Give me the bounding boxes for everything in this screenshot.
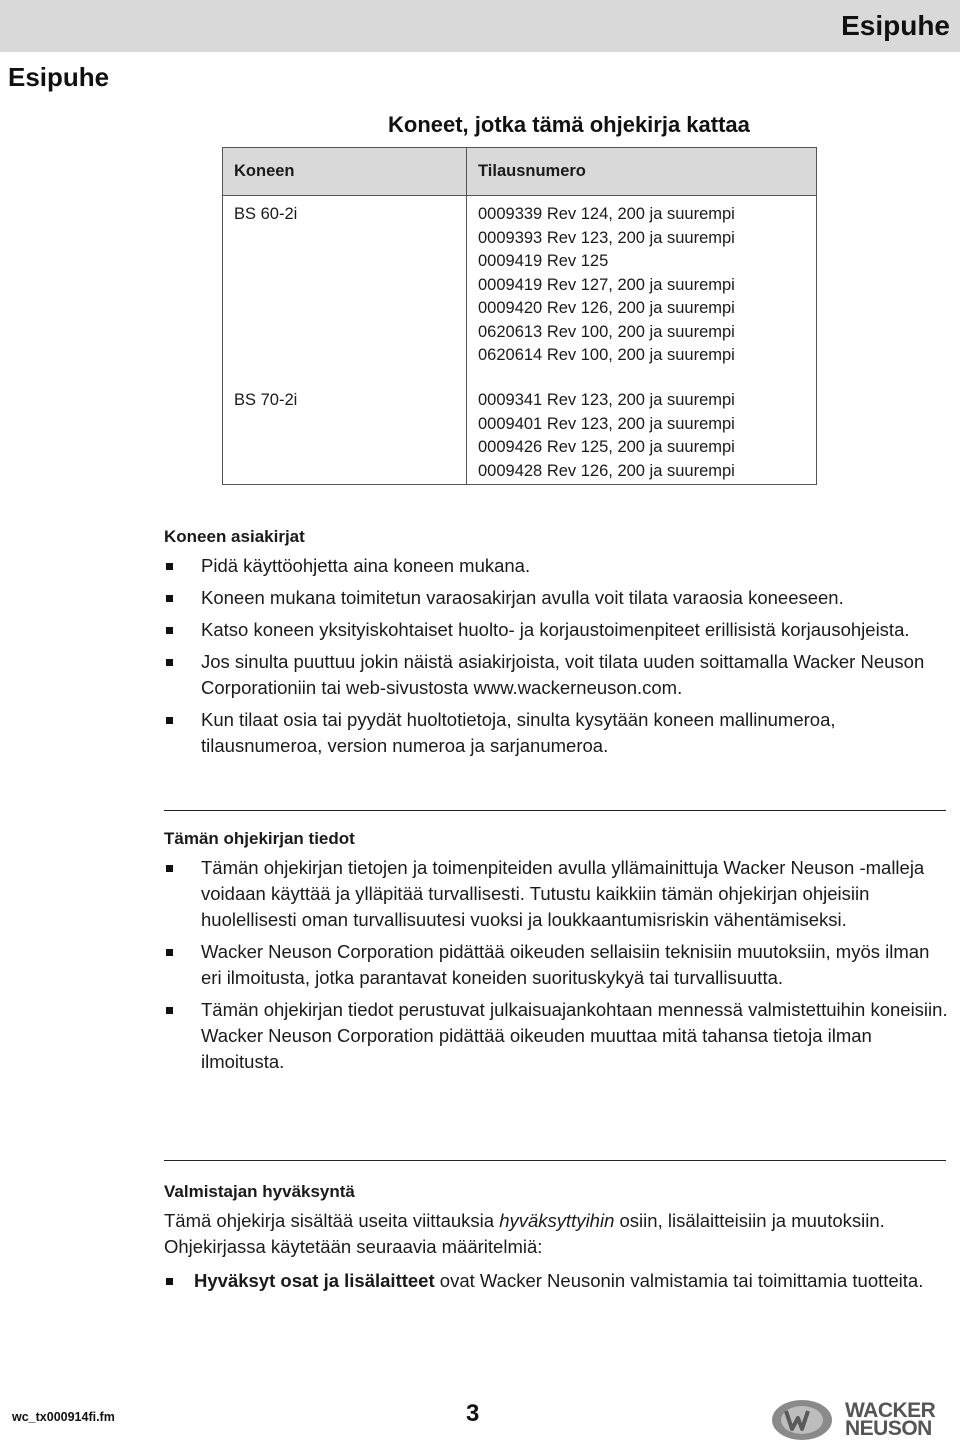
order-number: 0009419 Rev 125 (478, 252, 609, 270)
section-divider (164, 810, 946, 811)
list-item: Katso koneen yksityiskohtaiset huolto- ja korjaustoimenpiteet erillisistä korjausohjeista. (164, 617, 954, 643)
approval-heading: Valmistajan hyväksyntä (164, 1182, 355, 1201)
order-number: 0009339 Rev 124, 200 ja suurempi (478, 205, 735, 223)
list-item: Wacker Neuson Corporation pidättää oikeuden sellaisiin teknisiin muutoksiin, myös ilman eri ilmoitusta, jotka parantavat koneiden suorituskykyä tai turvallisuutta. (164, 939, 954, 991)
column-header-order-number: Tilausnumero (467, 148, 817, 196)
list-item: Tämän ohjekirjan tietojen ja toimenpiteiden avulla yllämainittuja Wacker Neuson -malleja voidaan käyttää ja ylläpitää turvallisesti. Tutustu kaikkiin tämän ohjekirjan ohjeisiin huolellisesti oman turvallisuutesi vuoksi ja loukkaantumisriskin vähentämiseksi. (164, 855, 954, 933)
approval-term: Hyväksyt osat ja lisälaitteet (194, 1270, 435, 1291)
order-number: 0620613 Rev 100, 200 ja suurempi (478, 322, 735, 341)
table-header-row (223, 148, 817, 196)
machines-table (222, 147, 817, 485)
header-title: Esipuhe (841, 10, 950, 41)
approval-intro-italic: hyväksyttyihin (499, 1210, 615, 1231)
machine-model-cell: BS 70-2i (223, 382, 467, 484)
order-number: 0009428 Rev 126, 200 ja suurempi (478, 461, 735, 480)
approval-definition: ovat Wacker Neusonin valmistamia tai toimittamia tuotteita. (434, 1270, 924, 1291)
manual-info-list (164, 855, 954, 1075)
logo-line-1: WACKER (845, 1399, 936, 1422)
column-header-machine: Koneen (223, 148, 467, 196)
wacker-neuson-logo-icon (770, 1398, 834, 1442)
machine-model-cell: BS 60-2i (223, 196, 467, 383)
order-number: 0009401 Rev 123, 200 ja suurempi (478, 414, 735, 433)
table-row (223, 382, 817, 484)
page-number: 3 (466, 1400, 480, 1427)
manual-info-section (164, 827, 954, 1081)
order-number: 0009426 Rev 125, 200 ja suurempi (478, 438, 735, 457)
list-item: Kun tilaat osia tai pyydät huoltotietoja, sinulta kysytään koneen mallinumeroa, tilausnumeroa, version numeroa ja sarjanumeroa. (164, 707, 954, 759)
section-divider (164, 1160, 946, 1161)
order-numbers-cell (467, 196, 817, 383)
approval-intro-text: Tämä ohjekirja sisältää useita viittauksia (164, 1210, 500, 1231)
list-item (164, 1268, 954, 1294)
approval-list (164, 1268, 954, 1294)
approval-intro-text-rest: osiin, lisälaitteisiin ja muutoksiin. Ohjekirjassa käytetään seuraavia määritelmiä: (164, 1210, 885, 1257)
order-numbers-cell (467, 382, 817, 484)
document-id: wc_tx000914fi.fm (12, 1410, 115, 1424)
order-number: 0009420 Rev 126, 200 ja suurempi (478, 299, 735, 317)
approval-section (164, 1180, 954, 1300)
machines-table-title: Koneet, jotka tämä ohjekirja kattaa (388, 112, 750, 137)
list-item: Tämän ohjekirjan tiedot perustuvat julkaisuajankohtaan mennessä valmistettuihin koneisiin. Wacker Neuson Corporation pidättää oikeuden muuttaa mitä tahansa tietoja ilman ilmoitusta. (164, 997, 954, 1075)
approval-intro (164, 1208, 954, 1260)
order-number: 0009393 Rev 123, 200 ja suurempi (478, 228, 735, 247)
list-item: Koneen mukana toimitetun varaosakirjan avulla voit tilata varaosia koneeseen. (164, 585, 954, 611)
logo-line-2: NEUSON (845, 1417, 932, 1440)
order-number: 0620614 Rev 100, 200 ja suurempi (478, 346, 735, 364)
table-row (223, 196, 817, 383)
list-item: Jos sinulta puuttuu jokin näistä asiakirjoista, voit tilata uuden soittamalla Wacker Neuson Corporationiin tai web-sivustosta www.wackerneuson.com. (164, 649, 954, 701)
section-title: Esipuhe (8, 62, 110, 92)
order-number: 0009419 Rev 127, 200 ja suurempi (478, 275, 735, 294)
list-item: Pidä käyttöohjetta aina koneen mukana. (164, 553, 954, 579)
documents-section (164, 525, 954, 765)
order-number: 0009341 Rev 123, 200 ja suurempi (478, 391, 735, 410)
wacker-neuson-logo-text (845, 1399, 936, 1440)
header-bar (0, 0, 960, 52)
documents-list (164, 553, 954, 759)
manual-info-heading: Tämän ohjekirjan tiedot (164, 829, 355, 848)
documents-heading: Koneen asiakirjat (164, 527, 305, 546)
